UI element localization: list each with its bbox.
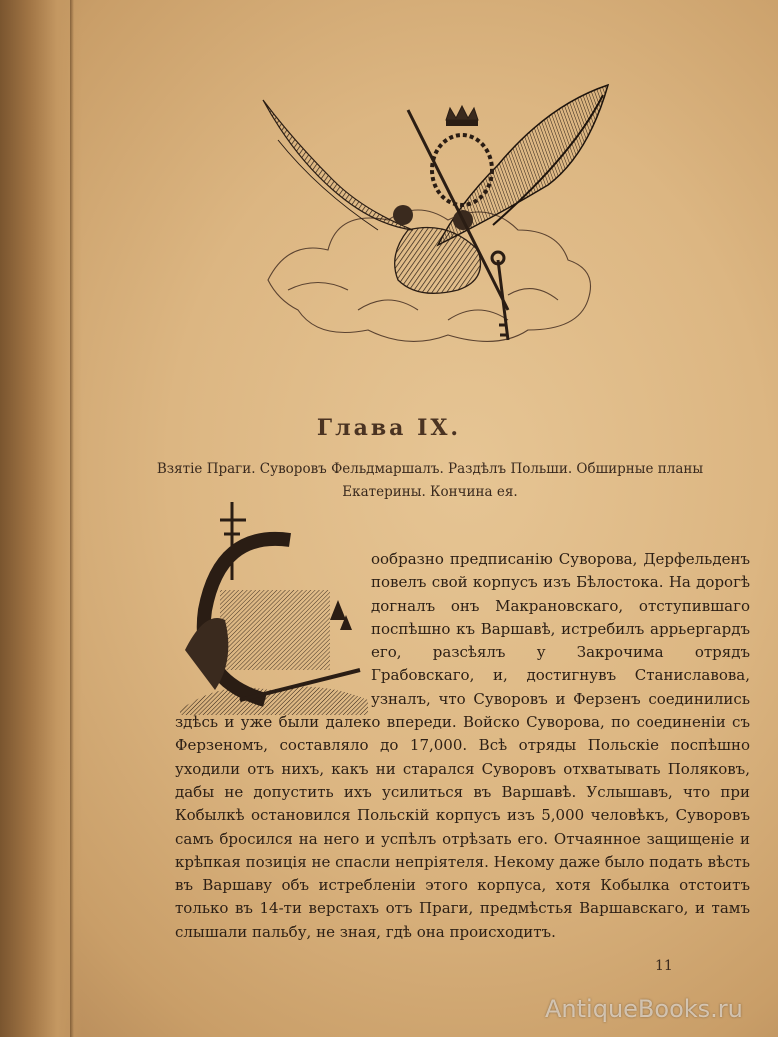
chapter-summary: Взятіе Праги. Суворовъ Фельдмаршалъ. Раздѣлъ Польши. Обширные планы Екатерины. Кончина ея. bbox=[156, 461, 704, 500]
page-number: 11 bbox=[655, 958, 673, 974]
body-text bbox=[175, 548, 750, 944]
eagle-engraving bbox=[258, 80, 613, 360]
body-paragraph: ообразно предписанію Суворова, Дерфельденъ повелъ свой корпусъ изъ Бѣлостока. На дорогѣ догналъ онъ Макрановскаго, отступившаго поспѣшно къ Варшавѣ, истребилъ аррьергардъ его, разсѣялъ у Закрочима отрядъ Грабовскаго, и, достигнувъ Станиславова, узналъ, что Суворовъ и Ферзенъ соединились здѣсь и уже были далеко впереди. Войско Суворова, по соединеніи съ Ферзеномъ, составляло до 17,000. Всѣ отряды Польскіе поспѣшно уходили отъ нихъ, какъ ни старался Суворовъ отхватывать Поляковъ, дабы не допустить ихъ усилиться въ Варшавѣ. Услышавъ, что при Кобылкѣ остановился Польскій корпусъ изъ 5,000 человѣкъ, Суворовъ самъ бросился на него и успѣлъ отрѣзать его. Отчаянное защищеніе и крѣпкая позиція не спасли непріятеля. Некому даже было подать вѣсть въ Варшаву объ истребленіи этого корпуса, хотя Кобылка отстоитъ только въ 14-ти верстахъ отъ Праги, предмѣстья Варшавскаго, и тамъ слышали пальбу, не зная, гдѣ она происходитъ. bbox=[175, 550, 750, 941]
watermark: AntiqueBooks.ru bbox=[545, 995, 743, 1023]
gutter-shadow bbox=[70, 0, 74, 1037]
drop-cap-spacer bbox=[175, 548, 371, 711]
chapter-title: Глава IX. bbox=[316, 415, 462, 441]
